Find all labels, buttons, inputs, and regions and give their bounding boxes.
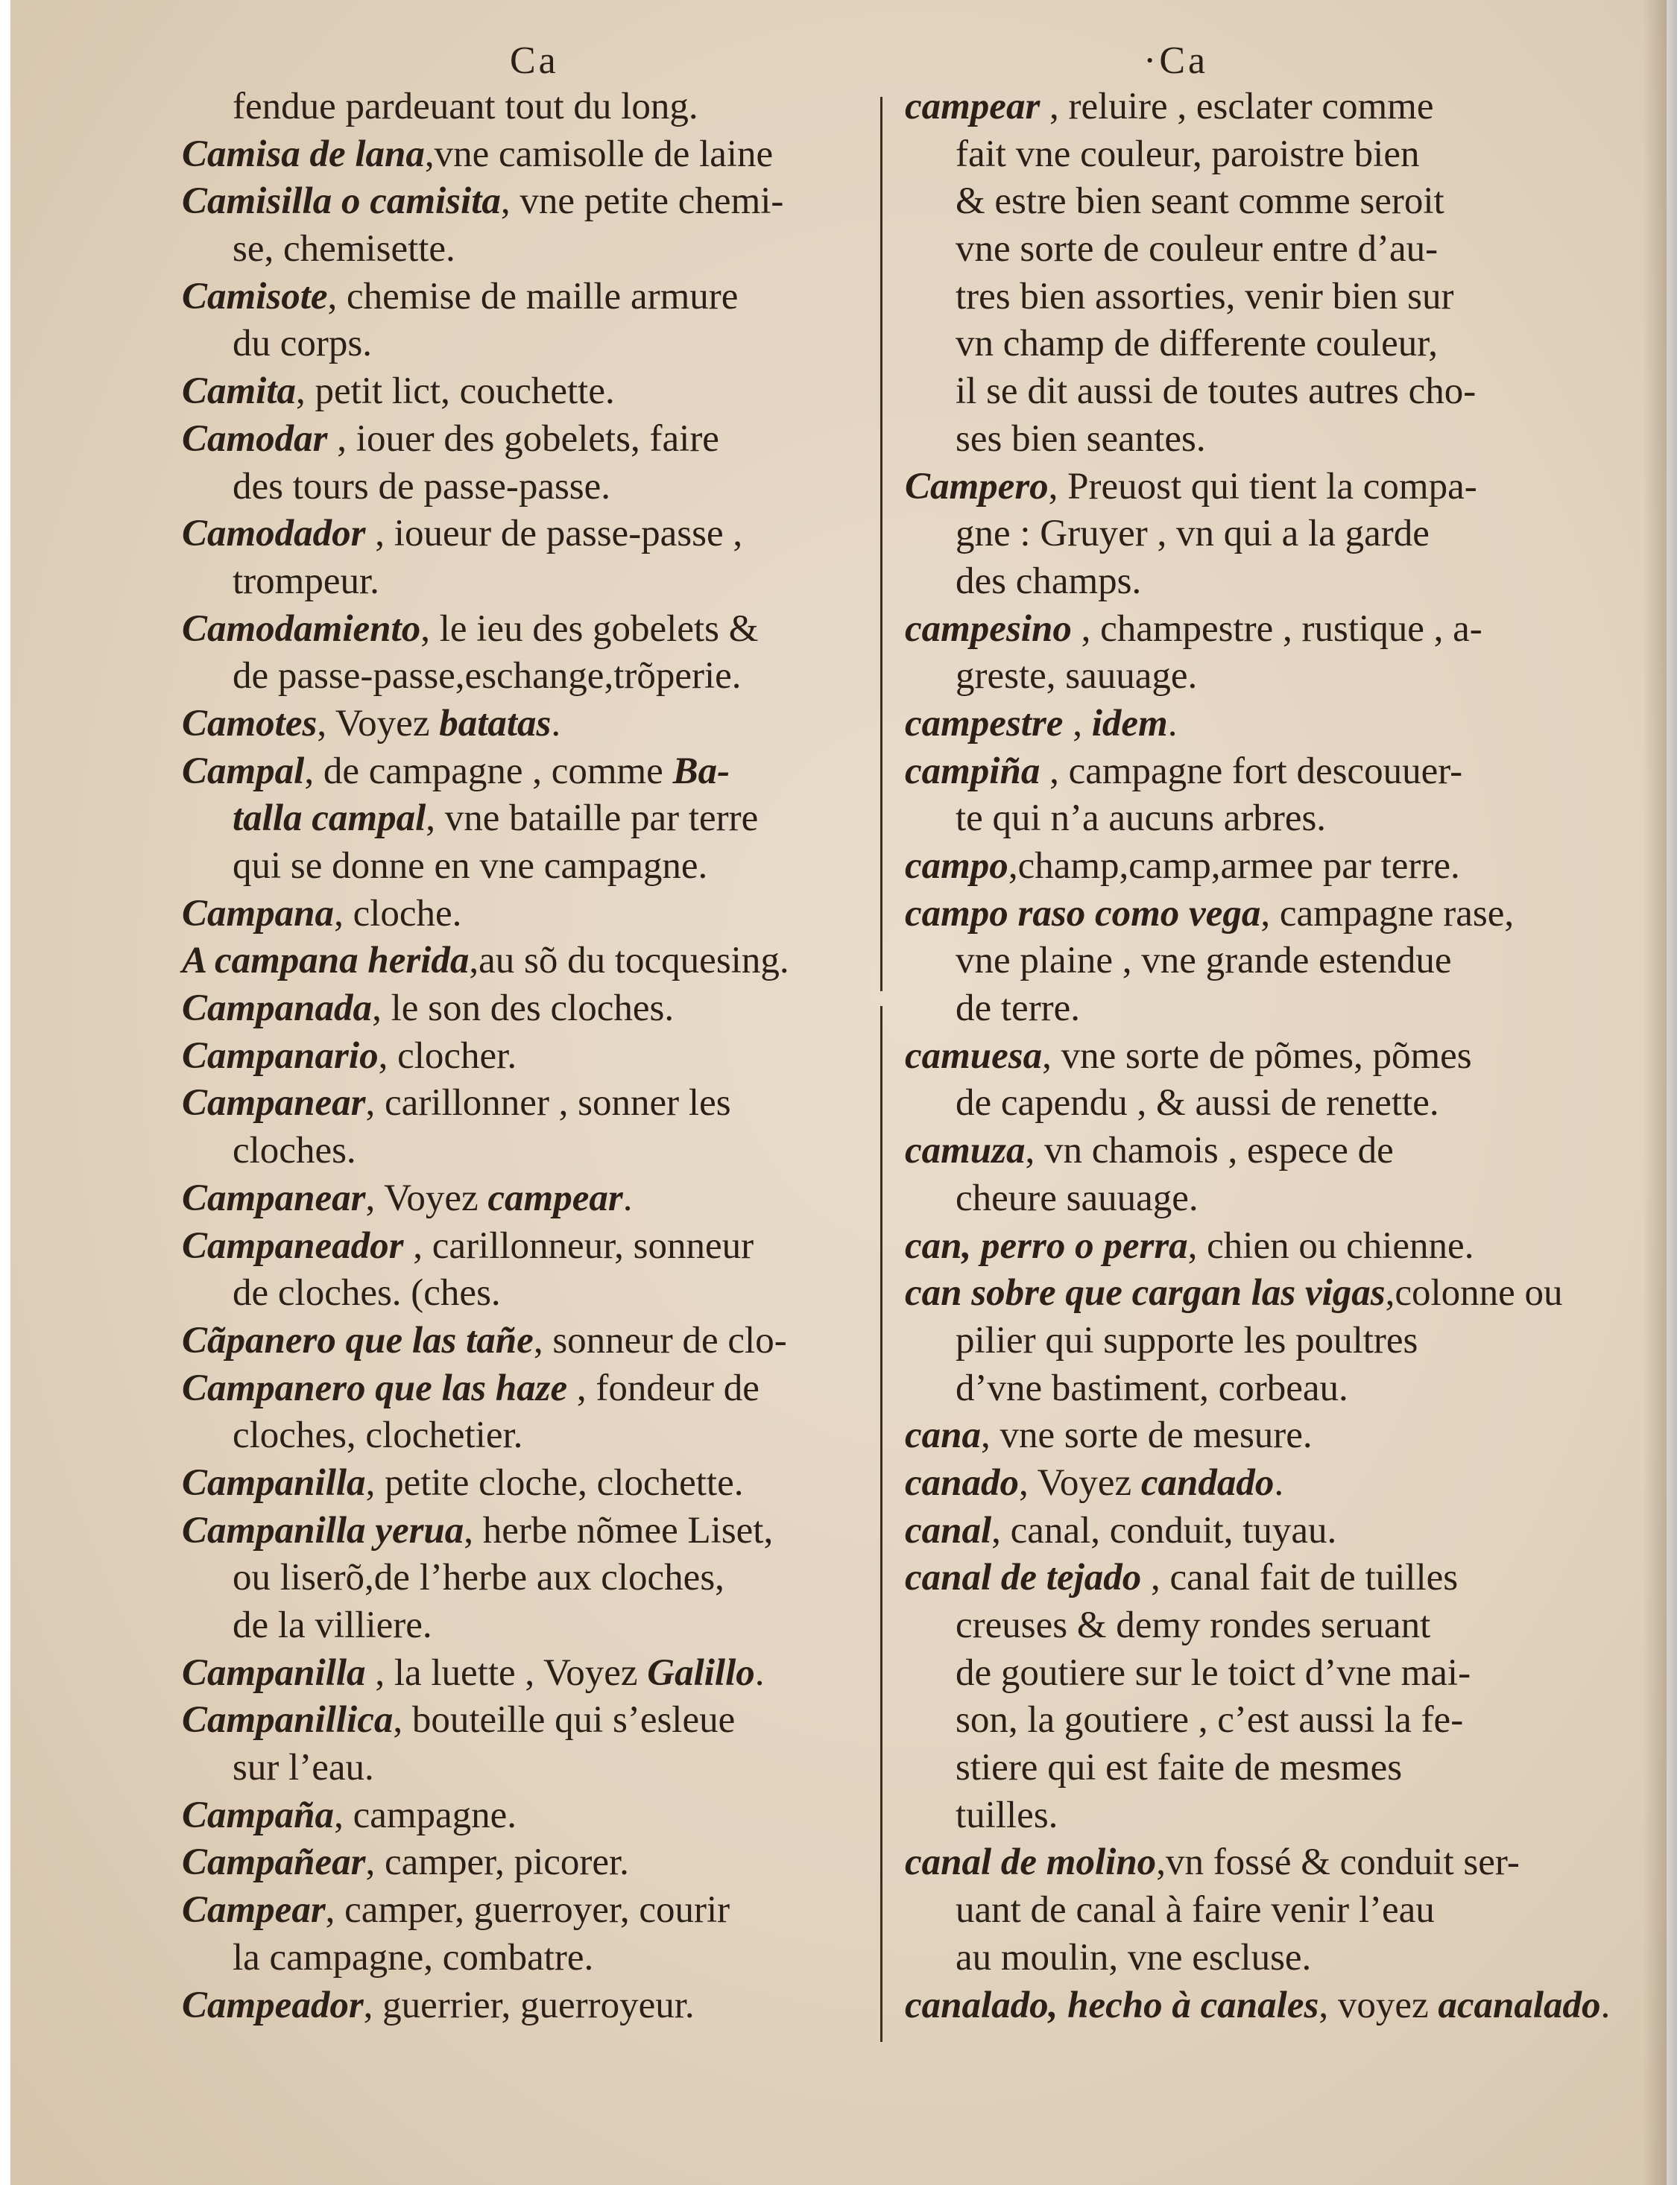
headword: Campanilla [182,1461,366,1504]
entry-line [182,1792,897,1840]
definition-text: greste, sauuage. [956,655,1198,698]
definition-text: d’vne bastiment, corbeau. [956,1367,1348,1409]
entry-continuation-line [182,464,897,511]
entry-continuation-line [905,131,1620,179]
entry-line [182,937,897,985]
headword: camuesa [905,1034,1043,1077]
definition-text: trompeur. [233,560,379,602]
headword: Camotes [182,702,318,744]
cross-reference: idem [1091,702,1168,744]
definition-text: qui se donne en vne campagne. [233,845,708,887]
definition-text: de terre. [956,987,1081,1030]
entry-line [182,368,897,416]
headword: Campanear [182,1082,366,1125]
entry-line [182,1460,897,1508]
definition-text: de passe-passe,eschange,trõperie. [233,655,742,698]
definition-text: uant de canal à faire venir l’eau [956,1889,1435,1932]
definition-text: de la villiere. [233,1604,432,1646]
definition-text: vne sorte de couleur entre d’au- [956,228,1439,271]
definition-text: , le ieu des gobelets & [420,607,759,650]
entry-line [905,1033,1620,1081]
entry-continuation-line [182,1935,897,1982]
headword: campestre [905,702,1064,744]
headword: Campanilla [182,1651,366,1694]
definition-text: , de campagne , comme [304,750,673,792]
entry-continuation-line [905,985,1620,1033]
definition-text: au moulin, vne escluse. [956,1936,1312,1979]
headword: Campeador [182,1984,364,2026]
headword: canado [905,1461,1019,1504]
headword: canal de tejado [905,1557,1142,1599]
definition-text: , vne petite chemi- [500,180,784,223]
definition-text: , sonneur de clo- [533,1319,787,1362]
entry-continuation-line [905,1080,1620,1128]
definition-text: , iouer des gobelets, faire [327,417,719,460]
entry-line [905,1460,1620,1508]
definition-text: , vn chamois , espece de [1025,1130,1394,1172]
definition-text: , ioueur de passe-passe , [365,513,743,555]
entry-line [182,273,897,321]
entry-continuation-line [905,368,1620,416]
definition-text: , carillonner , sonner les [365,1082,731,1125]
entry-line [905,748,1620,796]
entry-continuation-line [905,937,1620,985]
entry-continuation-line [905,1935,1620,1982]
entry-continuation-line [182,1128,897,1175]
definition-text: , chemise de maille armure [327,275,739,317]
entry-continuation-line [182,1745,897,1792]
headword: Campero [905,465,1049,507]
definition-text: fendue pardeuant tout du long. [233,86,698,127]
entry-line [182,1887,897,1935]
cross-reference: Ba- [672,750,730,792]
entry-continuation-line [905,653,1620,701]
running-head-right: ·Ca [1143,39,1209,82]
definition-text: tuilles. [956,1794,1058,1836]
entry-continuation-line [182,1270,897,1318]
definition-text: . [551,702,561,744]
definition-text: te qui n’a aucuns arbres. [956,797,1327,840]
entry-line [182,985,897,1033]
entry-line [905,464,1620,511]
definition-text: ,vn fossé & conduit ser- [1156,1841,1520,1884]
definition-text: , camper, picorer. [365,1841,629,1884]
entry-line [905,891,1620,938]
headword: A campana herida [182,940,470,982]
entry-continuation-line [905,226,1620,273]
entry-continuation-line [182,226,897,273]
definition-text: vn champ de differente couleur, [956,323,1438,365]
definition-text: tres bien assorties, venir bien sur [956,275,1454,317]
headword: Camodamiento [182,607,421,650]
definition-text: il se dit aussi de toutes autres cho- [956,370,1477,413]
entry-line [182,701,897,748]
definition-text: son, la goutiere , c’est aussi la fe- [956,1699,1464,1742]
entry-line [182,1508,897,1555]
definition-text: , voyez [1319,1984,1439,2026]
headword: Camodar [182,417,328,460]
definition-text: , campagne. [334,1794,517,1836]
definition-text: de cloches. (ches. [233,1272,501,1315]
headword: cana [905,1414,981,1457]
headword: campesino [905,607,1072,650]
definition-text: , vne bataille par terre [426,797,759,840]
headword: Camisote [182,275,328,317]
entry-continuation-line [182,1412,897,1460]
cross-reference: talla campal [233,797,426,840]
entry-line [905,83,1620,131]
headword: Campana [182,892,335,935]
entry-continuation-line [905,1318,1620,1365]
definition-text: ses bien seantes. [956,417,1206,460]
definition-text: , reluire , esclater comme [1040,86,1434,127]
definition-text: . [1167,702,1178,744]
headword: Camita [182,370,297,413]
definition-text: , canal, conduit, tuyau. [991,1509,1337,1552]
cross-reference: batatas [439,702,552,744]
definition-text: fait vne couleur, paroistre bien [956,133,1420,175]
entry-continuation-line [905,1887,1620,1935]
headword: Campanillica [182,1699,394,1742]
definition-text: , clocher. [378,1034,517,1077]
definition-text: , bouteille qui s’esleue [393,1699,736,1742]
headword: Campanear [182,1177,366,1219]
definition-text: vne plaine , vne grande estendue [956,940,1452,982]
cross-reference: acanalado [1438,1984,1601,2026]
headword: canalado, hecho à canales [905,1984,1319,2026]
entry-line [182,1839,897,1887]
definition-text: , la luette , Voyez [365,1651,648,1694]
headword: Campal [182,750,305,792]
entry-continuation-line [905,1792,1620,1840]
headword: Campanario [182,1034,379,1077]
definition-text: , Voyez [1019,1461,1141,1504]
definition-text: du corps. [233,323,372,365]
definition-text: se, chemisette. [233,228,455,271]
definition-text: , herbe nõmee Liset, [464,1509,774,1552]
entry-line [905,606,1620,654]
entry-continuation-line [905,1745,1620,1792]
entry-continuation-line [905,510,1620,558]
entry-continuation-line [905,178,1620,226]
cross-reference: Galillo [647,1651,755,1694]
definition-text: creuses & demy rondes seruant [956,1604,1431,1646]
definition-text: des champs. [956,560,1142,602]
entry-line [182,1697,897,1745]
entry-line [182,1033,897,1081]
headword: Campaneador [182,1224,404,1267]
definition-text: , campagne rase, [1260,892,1515,935]
entry-line [182,131,897,179]
definition-text: , campagne fort descouuer- [1040,750,1463,792]
entry-line [182,1365,897,1413]
entry-continuation-line [182,83,897,131]
binding-shadow [1643,0,1677,2185]
entry-continuation-line [905,558,1620,606]
definition-text: cloches. [233,1130,356,1172]
definition-text: , champestre , rustique , a- [1071,607,1482,650]
entry-continuation-line [182,320,897,368]
definition-text: cloches, clochetier. [233,1414,523,1457]
dictionary-page [10,0,1667,2185]
headword: Campear [182,1889,326,1932]
headword: canal [905,1509,992,1552]
headword: can, perro o perra [905,1224,1188,1267]
definition-text: , chien ou chienne. [1187,1224,1474,1267]
definition-text: , canal fait de tuilles [1141,1557,1459,1599]
headword: Campanada [182,987,373,1030]
definition-text: . [1600,1984,1611,2026]
entry-line [182,891,897,938]
definition-text: , [1063,702,1092,744]
headword: Camisa de lana [182,133,425,175]
definition-text: , le son des cloches. [372,987,675,1030]
definition-text: , vne sorte de põmes, põmes [1042,1034,1472,1077]
entry-continuation-line [182,795,897,843]
entry-line [182,748,897,796]
headword: Cãpanero que las tañe [182,1319,534,1362]
entry-line [182,1223,897,1271]
definition-text: stiere qui est faite de mesmes [956,1747,1403,1789]
entry-line [182,1650,897,1698]
headword: Campañear [182,1841,366,1884]
entry-line [905,1270,1620,1318]
entry-line [182,1175,897,1223]
entry-line [182,1318,897,1365]
definition-text: , camper, guerroyer, courir [325,1889,730,1932]
entry-line [182,1080,897,1128]
headword: Camisilla o camisita [182,180,501,223]
entry-line [905,1508,1620,1555]
definition-text: pilier qui supporte les poultres [956,1319,1418,1362]
entry-line [905,1128,1620,1175]
entry-continuation-line [905,1602,1620,1650]
headword: canal de molino [905,1841,1157,1884]
definition-text: ou liserõ,de l’herbe aux cloches, [233,1557,724,1599]
definition-text: ,colonne ou [1385,1272,1563,1315]
definition-text: cheure sauuage. [956,1177,1199,1219]
right-column [905,83,1620,2029]
definition-text: ,au sõ du tocquesing. [469,940,789,982]
definition-text: , cloche. [334,892,462,935]
headword: campo raso como vega [905,892,1261,935]
definition-text: & estre bien seant comme seroit [956,180,1444,223]
headword: campear [905,86,1040,127]
headword: camuza [905,1130,1026,1172]
entry-continuation-line [182,558,897,606]
left-column [182,83,897,2029]
definition-text: , Preuost qui tient la compa- [1048,465,1477,507]
entry-continuation-line [905,1365,1620,1413]
entry-line [182,416,897,464]
definition-text: de goutiere sur le toict d’vne mai- [956,1651,1471,1694]
headword: Camodador [182,513,366,555]
headword: Campanilla yerua [182,1509,464,1552]
headword: campiña [905,750,1040,792]
definition-text: sur l’eau. [233,1747,374,1789]
entry-continuation-line [905,273,1620,321]
definition-text: , Voyez [365,1177,488,1219]
definition-text: gne : Gruyer , vn qui a la garde [956,513,1430,555]
entry-continuation-line [182,653,897,701]
entry-continuation-line [905,1697,1620,1745]
entry-line [905,1412,1620,1460]
headword: campo [905,845,1008,887]
entry-line [905,1982,1620,2030]
entry-continuation-line [905,1650,1620,1698]
running-head-left: Ca [510,39,559,82]
entry-line [905,1839,1620,1887]
definition-text: . [754,1651,765,1694]
definition-text: ,champ,camp,armee par terre. [1008,845,1460,887]
headword: can sobre que cargan las vigas [905,1272,1386,1315]
definition-text: , Voyez [317,702,440,744]
definition-text: , vne sorte de mesure. [981,1414,1313,1457]
entry-line [182,606,897,654]
entry-line [905,1555,1620,1602]
entry-continuation-line [905,1175,1620,1223]
definition-text: , guerrier, guerroyeur. [363,1984,695,2026]
headword: Campaña [182,1794,335,1836]
definition-text: . [1274,1461,1284,1504]
entry-continuation-line [182,843,897,891]
definition-text: , fondeur de [567,1367,760,1409]
definition-text: , carillonneur, sonneur [403,1224,754,1267]
cross-reference: candado [1140,1461,1275,1504]
entry-line [182,178,897,226]
entry-continuation-line [905,320,1620,368]
entry-line [905,701,1620,748]
entry-line [182,1982,897,2030]
definition-text: , petite cloche, clochette. [365,1461,744,1504]
cross-reference: campear [487,1177,623,1219]
entry-line [905,1223,1620,1271]
definition-text: de capendu , & aussi de renette. [956,1082,1439,1125]
entry-continuation-line [905,416,1620,464]
entry-line [182,510,897,558]
definition-text: , petit lict, couchette. [296,370,615,413]
headword: Campanero que las haze [182,1367,568,1409]
definition-text: ,vne camisolle de laine [424,133,774,175]
entry-continuation-line [905,795,1620,843]
definition-text: la campagne, combatre. [233,1936,594,1979]
definition-text: des tours de passe-passe. [233,465,611,507]
entry-continuation-line [182,1602,897,1650]
entry-continuation-line [182,1555,897,1602]
entry-line [905,843,1620,891]
definition-text: . [622,1177,633,1219]
